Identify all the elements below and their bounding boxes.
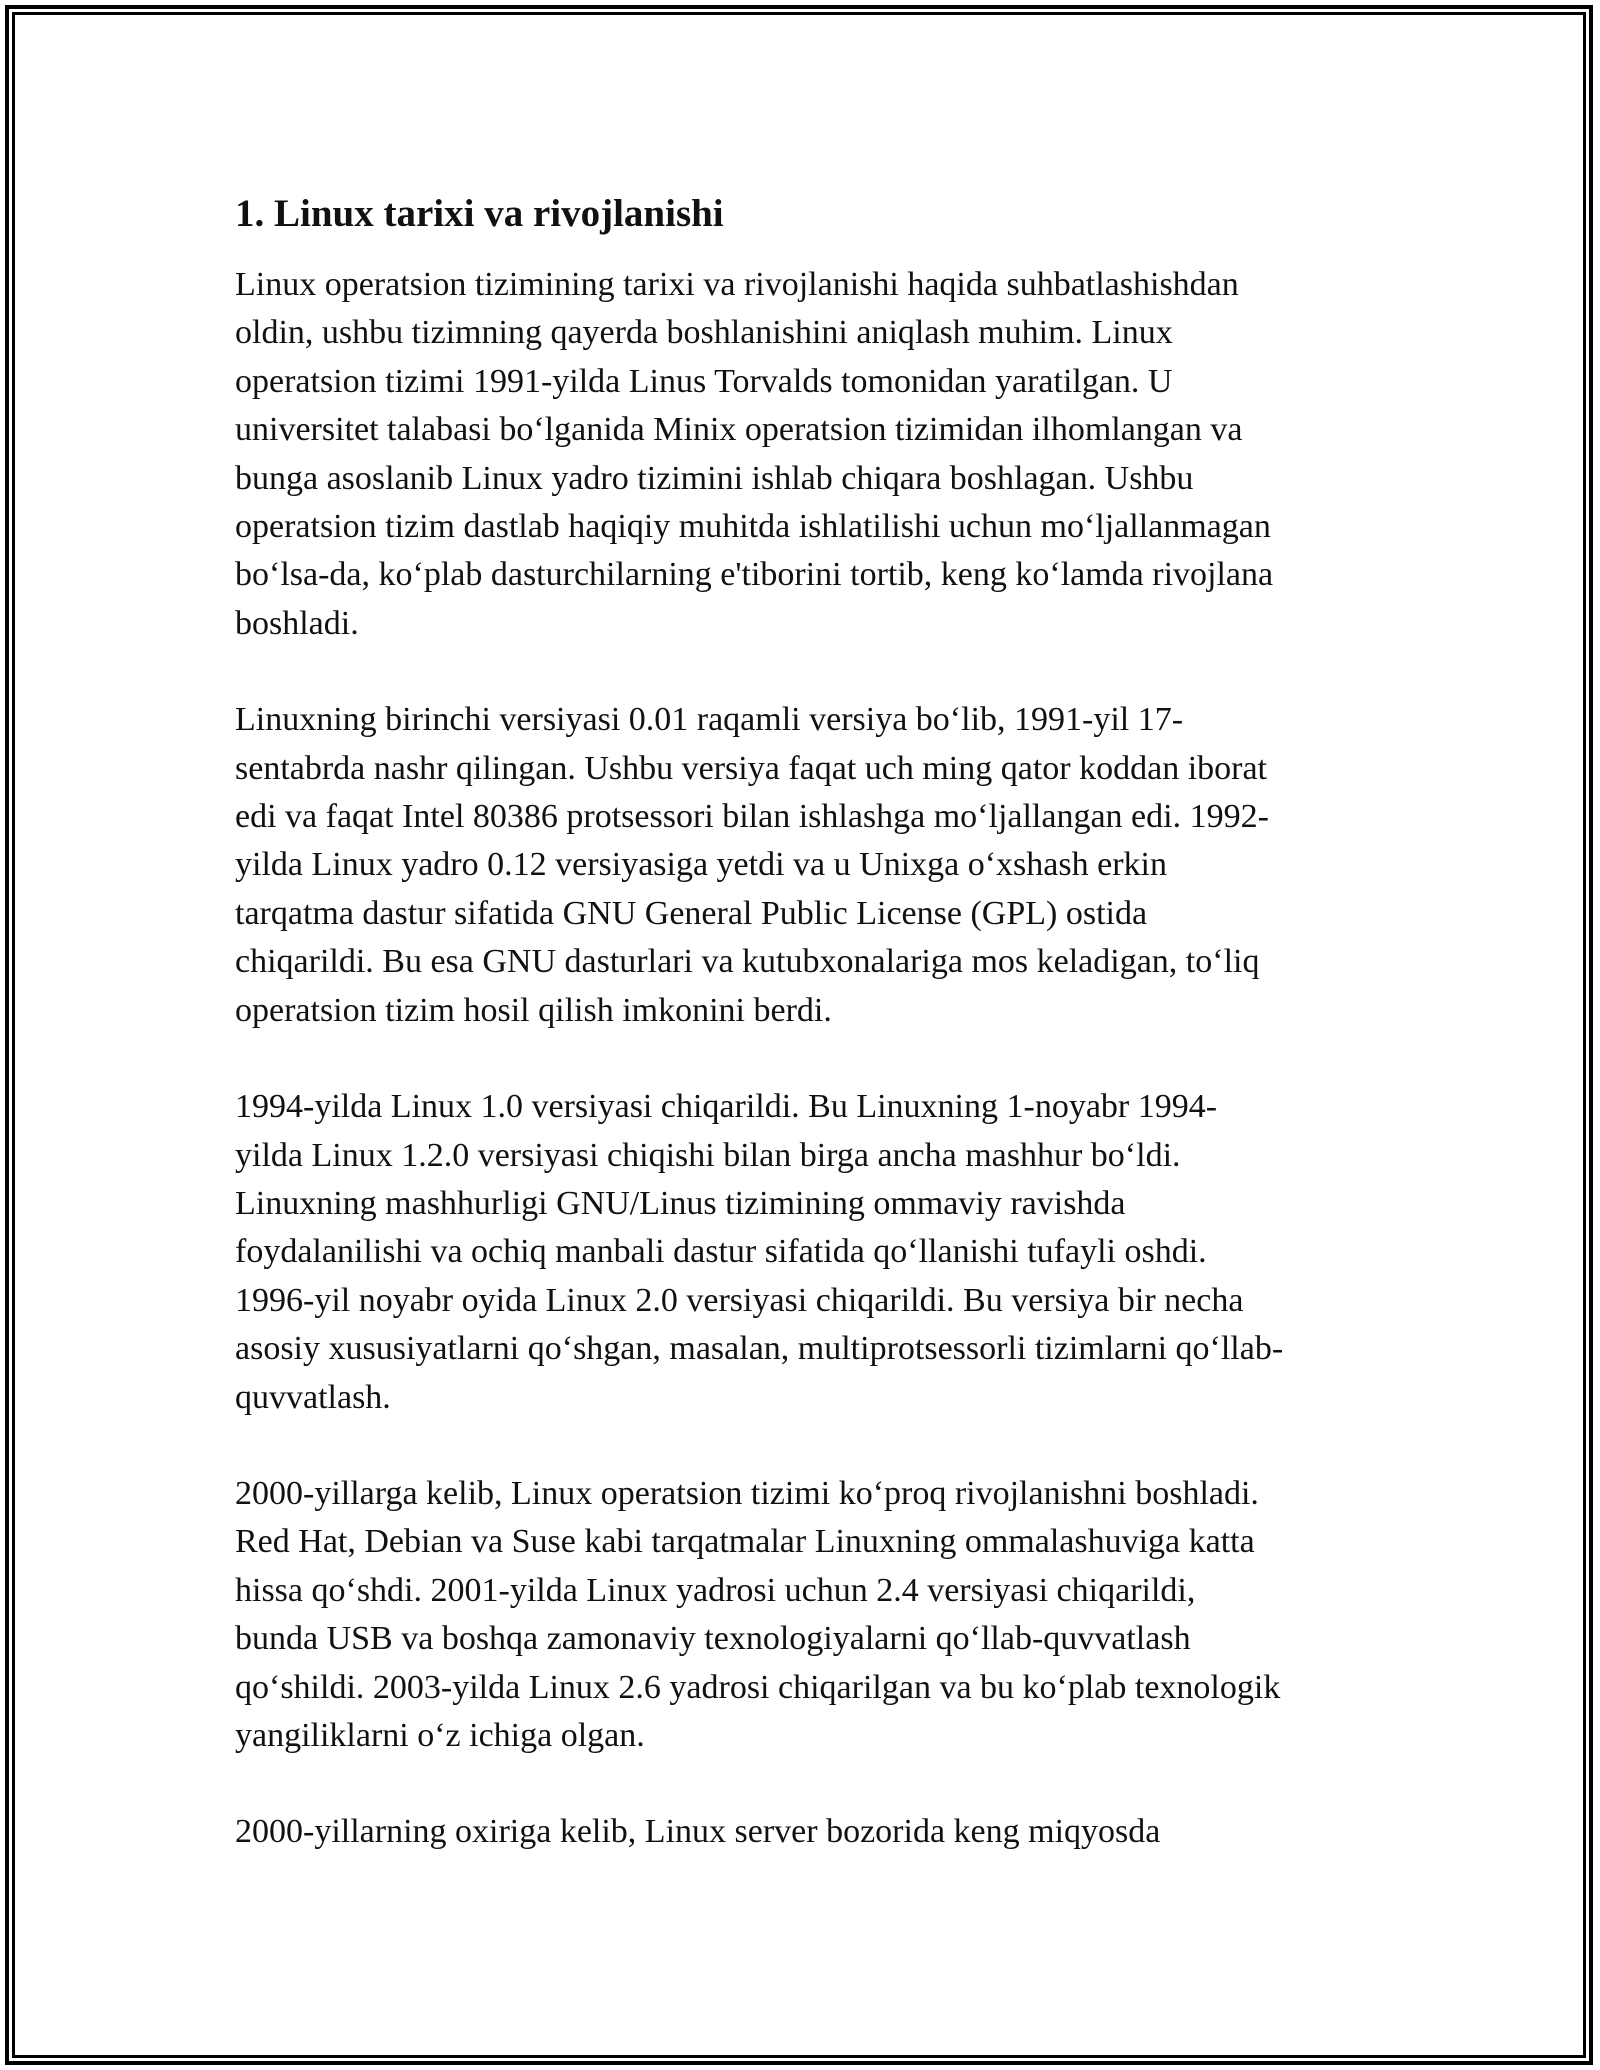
text-line: operatsion tizimi 1991-yilda Linus Torvalds tomonidan yaratilgan. U xyxy=(235,362,1173,400)
text-line: asosiy xususiyatlarni qo‘shgan, masalan, multiprotsessorli tizimlarni qo‘llab- xyxy=(235,1330,1284,1368)
text-line: Linuxning birinchi versiyasi 0.01 raqamli versiya bo‘lib, 1991-yil 17- xyxy=(235,701,1184,739)
text-line: universitet talabasi bo‘lganida Minix operatsion tizimidan ilhomlangan va xyxy=(235,411,1243,449)
text-line: 1994-yilda Linux 1.0 versiyasi chiqarildi. Bu Linuxning 1-noyabr 1994- xyxy=(235,1088,1218,1126)
text-line: yilda Linux yadro 0.12 versiyasiga yetdi va u Unixga o‘xshash erkin xyxy=(235,846,1167,884)
text-line: bunda USB va boshqa zamonaviy texnologiyalarni qo‘llab-quvvatlash xyxy=(235,1620,1191,1658)
text-line: bo‘lsa-da, ko‘plab dasturchilarning e'tiborini tortib, keng ko‘lamda rivojlana xyxy=(235,556,1274,594)
text-line: sentabrda nashr qilingan. Ushbu versiya faqat uch ming qator koddan iborat xyxy=(235,749,1268,787)
text-line: yilda Linux 1.2.0 versiyasi chiqishi bilan birga ancha mashhur bo‘ldi. xyxy=(235,1136,1181,1174)
text-line: operatsion tizim hosil qilish imkonini berdi. xyxy=(235,991,832,1029)
paragraph-2 xyxy=(235,696,1375,1035)
text-line: hissa qo‘shdi. 2001-yilda Linux yadrosi uchun 2.4 versiyasi chiqarildi, xyxy=(235,1571,1196,1609)
text-line: 2000-yillarning oxiriga kelib, Linux server bozorida keng miqyosda xyxy=(235,1813,1161,1851)
text-line: qo‘shildi. 2003-yilda Linux 2.6 yadrosi chiqarilgan va bu ko‘plab texnologik xyxy=(235,1668,1281,1706)
text-line: Linux operatsion tizimining tarixi va rivojlanishi haqida suhbatlashishdan xyxy=(235,266,1239,303)
text-line: bunga asoslanib Linux yadro tizimini ishlab chiqara boshlagan. Ushbu xyxy=(235,459,1194,497)
text-line: chiqarildi. Bu esa GNU dasturlari va kutubxonalariga mos keladigan, to‘liq xyxy=(235,943,1260,981)
paragraph-5 xyxy=(235,1808,1375,1856)
text-line: operatsion tizim dastlab haqiqiy muhitda ishlatilishi uchun mo‘ljallanmagan xyxy=(235,508,1271,546)
text-line: yangiliklarni o‘z ichiga olgan. xyxy=(235,1716,645,1754)
text-line: tarqatma dastur sifatida GNU General Public License (GPL) ostida xyxy=(235,894,1148,932)
text-line: Red Hat, Debian va Suse kabi tarqatmalar Linuxning ommalashuviga katta xyxy=(235,1523,1255,1561)
text-line: boshladi. xyxy=(235,604,359,642)
text-line: edi va faqat Intel 80386 protsessori bilan ishlashga mo‘ljallangan edi. 1992- xyxy=(235,798,1269,836)
text-line: 2000-yillarga kelib, Linux operatsion tizimi ko‘proq rivojlanishni boshladi. xyxy=(235,1474,1259,1512)
paragraph-1 xyxy=(235,261,1375,648)
text-line: Linuxning mashhurligi GNU/Linus tizimining ommaviy ravishda xyxy=(235,1184,1126,1222)
paragraph-4 xyxy=(235,1470,1375,1760)
paragraph-3 xyxy=(235,1083,1375,1422)
text-line: 1996-yil noyabr oyida Linux 2.0 versiyasi chiqarildi. Bu versiya bir necha xyxy=(235,1281,1244,1319)
section-heading: 1. Linux tarixi va rivojlanishi xyxy=(235,192,724,235)
document-body xyxy=(235,183,1375,1905)
text-line: foydalanilishi va ochiq manbali dastur sifatida qo‘llanishi tufayli oshdi. xyxy=(235,1233,1207,1271)
text-line: quvvatlash. xyxy=(235,1378,391,1416)
text-line: oldin, ushbu tizimning qayerda boshlanishini aniqlash muhim. Linux xyxy=(235,314,1173,352)
